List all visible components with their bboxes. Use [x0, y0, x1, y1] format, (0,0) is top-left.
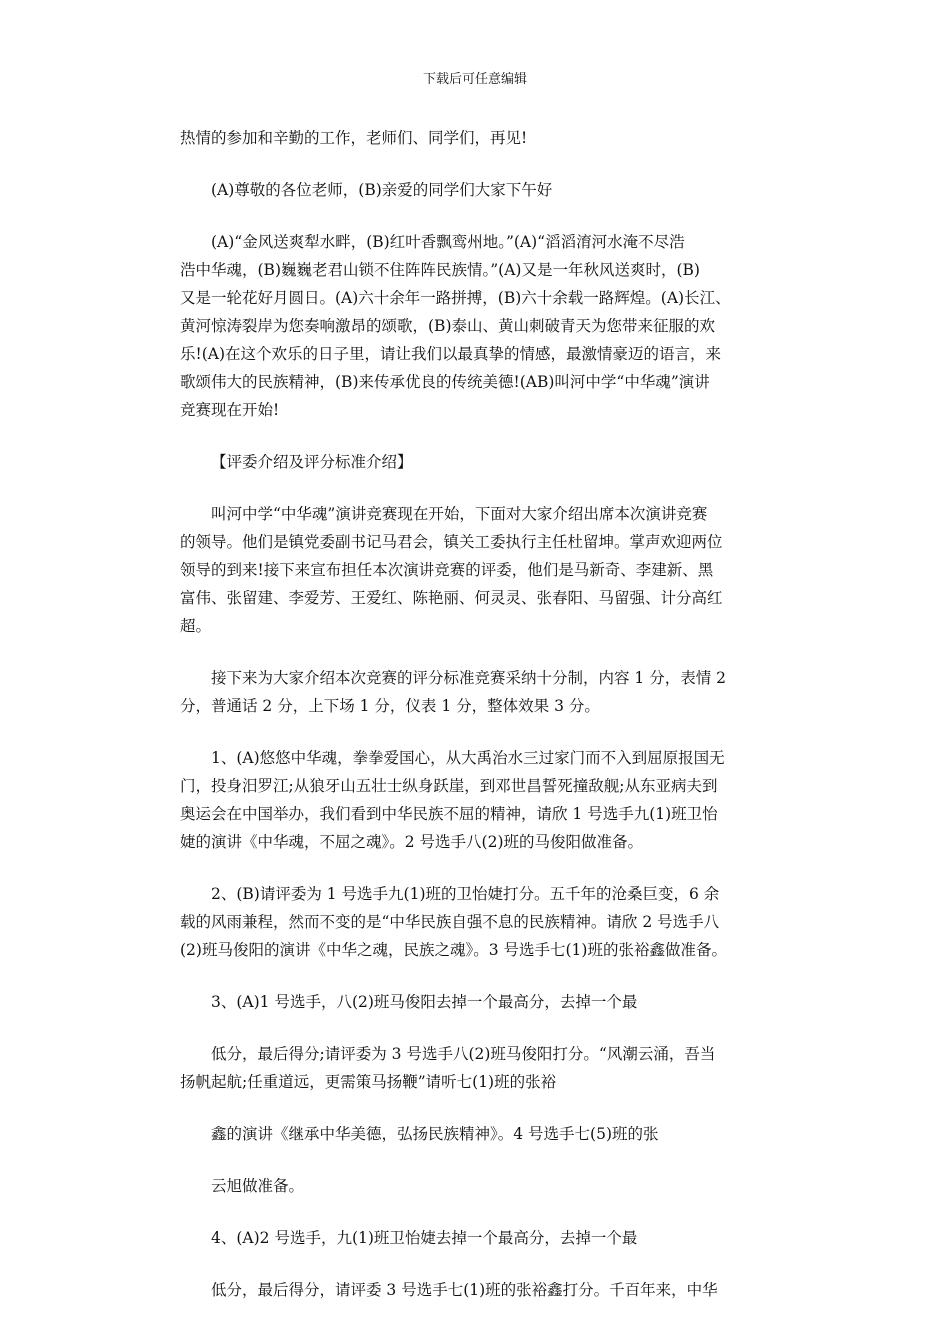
text-line: 又是一轮花好月圆日。(A)六十余年一路拼搏，(B)六十余载一路辉煌。(A)长江、 — [180, 289, 731, 307]
text-line: 4、(A)2 号选手，九(1)班卫怡婕去掉一个最高分，去掉一个最 — [211, 1229, 638, 1247]
text-line: 竞赛现在开始! — [180, 401, 280, 419]
paragraph — [180, 880, 772, 964]
paragraph — [180, 1172, 772, 1200]
text-line: 【评委介绍及评分标准介绍】 — [211, 453, 413, 471]
text-line: (2)班马俊阳的演讲《中华之魂，民族之魂》。3 号选手七(1)班的张裕鑫做准备。 — [180, 941, 727, 959]
paragraph — [180, 500, 772, 640]
text-line: 扬帆起航;任重道远，更需策马扬鞭”请听七(1)班的张裕 — [180, 1073, 557, 1091]
text-line: 分，普通话 2 分，上下场 1 分，仪表 1 分，整体效果 3 分。 — [180, 697, 600, 715]
text-line: 领导的到来!接下来宣布担任本次演讲竞赛的评委，他们是马新奇、李建新、黑 — [180, 561, 714, 579]
text-line: 低分，最后得分，请评委 3 号选手七(1)班的张裕鑫打分。千百年来，中华 — [211, 1281, 718, 1299]
text-line: (A)“金风送爽犁水畔，(B)红叶香飘鸾州地。”(A)“滔滔淯河水淹不尽浩 — [211, 233, 685, 251]
paragraph — [180, 1276, 772, 1304]
text-line: 黄河惊涛裂岸为您奏响激昂的颂歌，(B)泰山、黄山刺破青天为您带来征服的欢 — [180, 317, 715, 335]
text-line: 热情的参加和辛勤的工作，老师们、同学们，再见! — [180, 129, 528, 147]
text-line: 门，投身汨罗江;从狼牙山五壮士纵身跃崖，到邓世昌誓死撞敌舰;从东亚病夫到 — [180, 777, 718, 795]
text-line: 超。 — [180, 617, 212, 635]
paragraph — [180, 988, 772, 1016]
text-line: 浩中华魂，(B)巍巍老君山锁不住阵阵民族情。”(A)又是一年秋风送爽时，(B) — [180, 261, 700, 279]
text-line: 奥运会在中国举办，我们看到中华民族不屈的精神，请欣 1 号选手九(1)班卫怡 — [180, 805, 718, 823]
paragraph — [180, 1120, 772, 1148]
paragraph — [180, 664, 772, 720]
text-line: 低分，最后得分;请评委为 3 号选手八(2)班马俊阳打分。“风潮云涌，吾当 — [211, 1045, 716, 1063]
text-line: 1、(A)悠悠中华魂，拳拳爱国心，从大禹治水三过家门而不入到屈原报国无 — [211, 749, 725, 767]
text-line: 富伟、张留建、李爱芳、王爱红、陈艳丽、何灵灵、张春阳、马留强、计分高红 — [180, 589, 723, 607]
paragraph — [180, 1224, 772, 1252]
text-line: 叫河中学“中华魂”演讲竞赛现在开始，下面对大家介绍出席本次演讲竞赛 — [211, 505, 708, 523]
text-line: 乐!(A)在这个欢乐的日子里，请让我们以最真挚的情感，最激情豪迈的语言，来 — [180, 345, 722, 363]
paragraph — [180, 448, 772, 476]
page-header: 下载后可任意编辑 — [422, 72, 527, 87]
paragraph — [180, 228, 772, 424]
document-body — [180, 124, 772, 1328]
text-line: (A)尊敬的各位老师，(B)亲爱的同学们大家下午好 — [211, 181, 553, 199]
text-line: 婕的演讲《中华魂，不屈之魂》。2 号选手八(2)班的马俊阳做准备。 — [180, 833, 643, 851]
paragraph — [180, 744, 772, 856]
text-line: 接下来为大家介绍本次竞赛的评分标准竞赛采纳十分制，内容 1 分，表情 2 — [211, 669, 727, 687]
text-line: 3、(A)1 号选手，八(2)班马俊阳去掉一个最高分，去掉一个最 — [211, 993, 638, 1011]
text-line: 歌颂伟大的民族精神，(B)来传承优良的传统美德!(AB)叫河中学“中华魂”演讲 — [180, 373, 710, 391]
paragraph — [180, 124, 772, 152]
text-line: 鑫的演讲《继承中华美德，弘扬民族精神》。4 号选手七(5)班的张 — [211, 1125, 659, 1143]
text-line: 云旭做准备。 — [211, 1177, 305, 1195]
text-line: 载的风雨兼程，然而不变的是“中华民族自强不息的民族精神。请欣 2 号选手八 — [180, 913, 720, 931]
text-line: 2、(B)请评委为 1 号选手九(1)班的卫怡婕打分。五千年的沧桑巨变，6 余 — [211, 885, 720, 903]
paragraph — [180, 176, 772, 204]
paragraph — [180, 1040, 772, 1096]
text-line: 的领导。他们是镇党委副书记马君会，镇关工委执行主任杜留坤。掌声欢迎两位 — [180, 533, 723, 551]
